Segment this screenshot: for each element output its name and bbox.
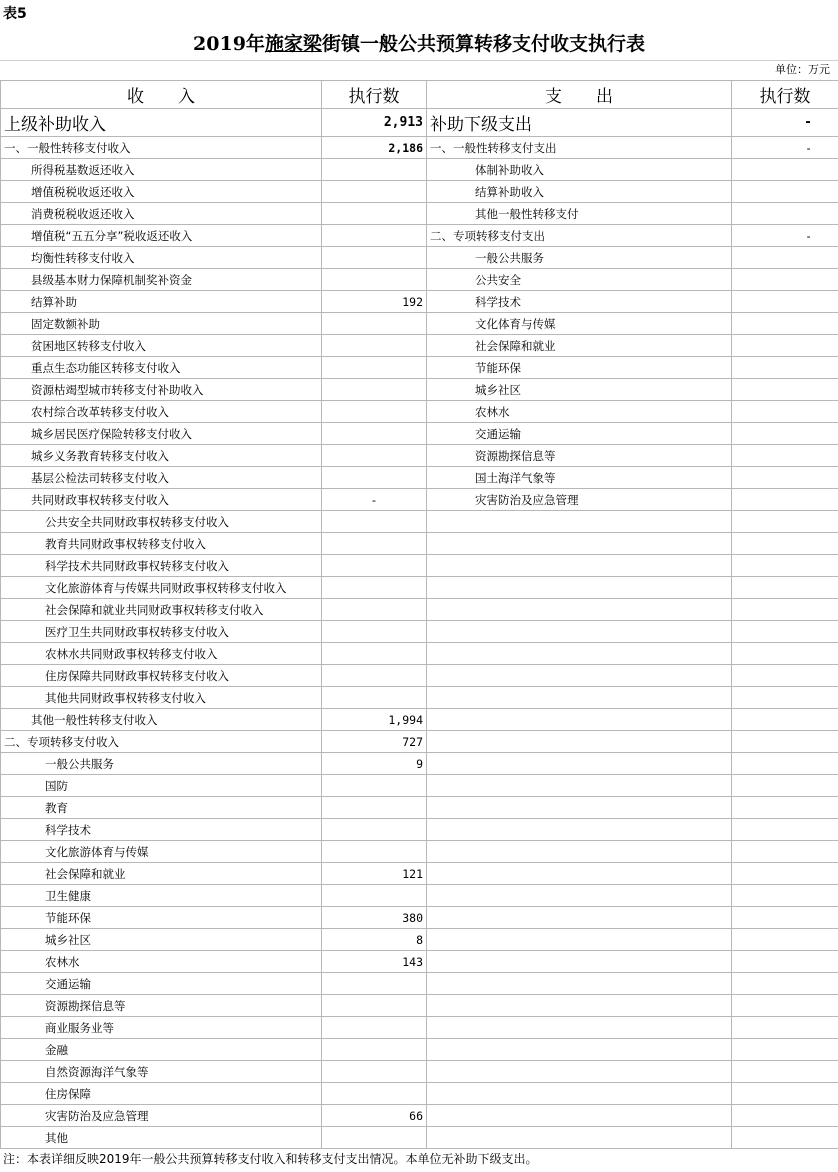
table-row — [1, 687, 838, 709]
title-year: 2019年 — [193, 33, 265, 55]
expense-amount-cell[interactable] — [732, 489, 838, 511]
table-row — [1, 109, 838, 137]
unit-label: 单位：万元 — [775, 63, 830, 76]
income-amount-cell[interactable] — [322, 1083, 427, 1105]
expense-item-cell[interactable] — [427, 511, 732, 533]
expense-item-cell[interactable]: 结算补助收入 — [427, 181, 732, 203]
table-row — [1, 753, 838, 775]
expense-item-cell[interactable] — [427, 973, 732, 995]
table-row — [1, 335, 838, 357]
table-row — [1, 269, 838, 291]
expense-item-cell[interactable] — [427, 863, 732, 885]
income-item-cell[interactable]: 商业服务业等 — [1, 1017, 322, 1039]
table-row — [1, 489, 838, 511]
income-amount-cell[interactable]: 66 — [322, 1105, 427, 1127]
expense-item-cell[interactable] — [427, 731, 732, 753]
income-amount-cell[interactable] — [322, 423, 427, 445]
income-amount-cell[interactable]: 380 — [322, 907, 427, 929]
expense-item-cell[interactable]: 文化体育与传媒 — [427, 313, 732, 335]
expense-item-cell[interactable]: 资源勘探信息等 — [427, 445, 732, 467]
income-amount-cell[interactable] — [322, 445, 427, 467]
income-amount-cell[interactable]: 727 — [322, 731, 427, 753]
table-row — [1, 225, 838, 247]
income-amount-cell[interactable]: 8 — [322, 929, 427, 951]
income-amount-cell[interactable] — [322, 687, 427, 709]
table-row — [1, 665, 838, 687]
table-row — [1, 203, 838, 225]
table-row — [1, 907, 838, 929]
income-item-cell[interactable]: 二、专项转移支付收入 — [1, 731, 322, 753]
income-item-cell[interactable]: 共同财政事权转移支付收入 — [1, 489, 322, 511]
income-amount-cell[interactable] — [322, 203, 427, 225]
income-item-cell[interactable]: 文化旅游体育与传媒 — [1, 841, 322, 863]
income-amount-cell[interactable] — [322, 599, 427, 621]
table-row — [1, 181, 838, 203]
income-amount-cell[interactable]: 2,913 — [322, 109, 427, 137]
title-suffix: 街镇一般公共预算转移支付收支执行表 — [321, 33, 645, 55]
income-item-cell[interactable]: 农林水 — [1, 951, 322, 973]
income-amount-cell[interactable] — [322, 247, 427, 269]
income-item-cell[interactable]: 县级基本财力保障机制奖补资金 — [1, 269, 322, 291]
income-amount-cell[interactable] — [322, 841, 427, 863]
income-item-cell[interactable]: 灾害防治及应急管理 — [1, 1105, 322, 1127]
table-row — [1, 247, 838, 269]
expense-amount-cell[interactable] — [732, 797, 838, 819]
income-item-cell[interactable]: 科学技术 — [1, 819, 322, 841]
income-item-cell[interactable]: 其他一般性转移支付收入 — [1, 709, 322, 731]
expense-amount-cell[interactable] — [732, 599, 838, 621]
page-title — [0, 26, 838, 62]
expense-amount-cell[interactable] — [732, 269, 838, 291]
table-row — [1, 1039, 838, 1061]
table-row — [1, 313, 838, 335]
expense-amount-cell[interactable] — [732, 577, 838, 599]
income-item-cell[interactable]: 城乡社区 — [1, 929, 322, 951]
expense-amount-cell[interactable] — [732, 973, 838, 995]
table-row — [1, 621, 838, 643]
income-amount-cell[interactable] — [322, 797, 427, 819]
expense-amount-cell[interactable] — [732, 951, 838, 973]
income-amount-cell[interactable] — [322, 775, 427, 797]
income-amount-cell[interactable]: - — [322, 489, 427, 511]
expense-amount-cell[interactable] — [732, 1017, 838, 1039]
expense-item-cell[interactable] — [427, 841, 732, 863]
income-item-cell[interactable]: 固定数额补助 — [1, 313, 322, 335]
expense-amount-cell[interactable] — [732, 379, 838, 401]
expense-amount-cell[interactable] — [732, 181, 838, 203]
budget-table — [0, 80, 838, 1149]
expense-amount-cell[interactable] — [732, 929, 838, 951]
expense-amount-cell[interactable] — [732, 1127, 838, 1149]
table-row — [1, 863, 838, 885]
expense-item-cell[interactable]: 一、一般性转移支付支出 — [427, 137, 732, 159]
expense-item-cell[interactable] — [427, 555, 732, 577]
expense-item-cell[interactable] — [427, 797, 732, 819]
expense-item-cell[interactable]: 灾害防治及应急管理 — [427, 489, 732, 511]
income-item-cell[interactable]: 医疗卫生共同财政事权转移支付收入 — [1, 621, 322, 643]
income-amount-cell[interactable]: 143 — [322, 951, 427, 973]
income-item-cell[interactable]: 结算补助 — [1, 291, 322, 313]
expense-item-cell[interactable] — [427, 1105, 732, 1127]
expense-item-cell[interactable] — [427, 1127, 732, 1149]
expense-item-cell[interactable] — [427, 1083, 732, 1105]
table-row — [1, 159, 838, 181]
expense-amount-cell[interactable] — [732, 423, 838, 445]
income-item-cell[interactable]: 城乡义务教育转移支付收入 — [1, 445, 322, 467]
income-item-cell[interactable]: 城乡居民医疗保险转移支付收入 — [1, 423, 322, 445]
income-item-cell[interactable]: 教育 — [1, 797, 322, 819]
income-amount-cell[interactable]: 1,994 — [322, 709, 427, 731]
expense-amount-cell[interactable] — [732, 709, 838, 731]
expense-amount-cell[interactable] — [732, 1083, 838, 1105]
income-item-cell[interactable]: 文化旅游体育与传媒共同财政事权转移支付收入 — [1, 577, 322, 599]
income-item-cell[interactable]: 所得税基数返还收入 — [1, 159, 322, 181]
expense-amount-cell[interactable] — [732, 885, 838, 907]
table-row — [1, 1061, 838, 1083]
table-row — [1, 1105, 838, 1127]
expense-item-cell[interactable] — [427, 533, 732, 555]
expense-item-cell[interactable]: 二、专项转移支付支出 — [427, 225, 732, 247]
expense-item-cell[interactable]: 科学技术 — [427, 291, 732, 313]
expense-amount-cell[interactable] — [732, 1039, 838, 1061]
expense-item-cell[interactable] — [427, 995, 732, 1017]
title-town: 施家梁 — [264, 33, 322, 55]
expense-amount-cell[interactable] — [732, 467, 838, 489]
expense-item-cell[interactable] — [427, 753, 732, 775]
income-item-cell[interactable]: 住房保障 — [1, 1083, 322, 1105]
expense-item-cell[interactable] — [427, 907, 732, 929]
expense-amount-cell[interactable] — [732, 247, 838, 269]
income-amount-cell[interactable] — [322, 643, 427, 665]
title-divider — [0, 60, 838, 61]
income-item-cell[interactable]: 重点生态功能区转移支付收入 — [1, 357, 322, 379]
table-row — [1, 1017, 838, 1039]
expense-amount-cell[interactable] — [732, 291, 838, 313]
income-item-cell[interactable]: 科学技术共同财政事权转移支付收入 — [1, 555, 322, 577]
expense-amount-cell[interactable] — [732, 511, 838, 533]
sheet-tag: 表5 — [3, 6, 27, 22]
income-item-cell[interactable]: 交通运输 — [1, 973, 322, 995]
income-item-cell[interactable]: 增值税税收返还收入 — [1, 181, 322, 203]
income-amount-cell[interactable] — [322, 401, 427, 423]
income-amount-cell[interactable] — [322, 885, 427, 907]
expense-item-cell[interactable]: 城乡社区 — [427, 379, 732, 401]
expense-amount-cell[interactable] — [732, 643, 838, 665]
income-amount-cell[interactable] — [322, 511, 427, 533]
expense-amount-cell[interactable] — [732, 1061, 838, 1083]
expense-amount-cell[interactable] — [732, 841, 838, 863]
income-item-cell[interactable]: 其他 — [1, 1127, 322, 1149]
table-row — [1, 929, 838, 951]
income-amount-cell[interactable] — [322, 379, 427, 401]
income-amount-cell[interactable] — [322, 335, 427, 357]
table-row — [1, 775, 838, 797]
expense-item-cell[interactable] — [427, 1061, 732, 1083]
header-income-amount[interactable]: 执行数 — [322, 81, 427, 109]
footnote: 注：本表详细反映2019年一般公共预算转移支付收入和转移支付支出情况。本单位无补助下级支出。 — [3, 1152, 538, 1166]
table-row — [1, 137, 838, 159]
expense-item-cell[interactable] — [427, 643, 732, 665]
income-item-cell[interactable]: 农村综合改革转移支付收入 — [1, 401, 322, 423]
table-row — [1, 291, 838, 313]
expense-item-cell[interactable]: 社会保障和就业 — [427, 335, 732, 357]
income-amount-cell[interactable]: 121 — [322, 863, 427, 885]
income-amount-cell[interactable] — [322, 995, 427, 1017]
table-row — [1, 951, 838, 973]
income-amount-cell[interactable] — [322, 1017, 427, 1039]
table-row — [1, 797, 838, 819]
expense-amount-cell[interactable] — [732, 357, 838, 379]
expense-item-cell[interactable] — [427, 709, 732, 731]
income-amount-cell[interactable] — [322, 577, 427, 599]
expense-item-cell[interactable]: 体制补助收入 — [427, 159, 732, 181]
expense-item-cell[interactable] — [427, 621, 732, 643]
expense-amount-cell[interactable] — [732, 819, 838, 841]
expense-amount-cell[interactable] — [732, 555, 838, 577]
income-item-cell[interactable]: 均衡性转移支付收入 — [1, 247, 322, 269]
income-item-cell[interactable]: 社会保障和就业共同财政事权转移支付收入 — [1, 599, 322, 621]
table-row — [1, 555, 838, 577]
expense-amount-cell[interactable]: - — [732, 109, 838, 137]
expense-amount-cell[interactable] — [732, 445, 838, 467]
income-amount-cell[interactable] — [322, 159, 427, 181]
expense-item-cell[interactable] — [427, 665, 732, 687]
income-amount-cell[interactable] — [322, 181, 427, 203]
table-header-row — [1, 81, 838, 109]
table-row — [1, 511, 838, 533]
income-amount-cell[interactable] — [322, 313, 427, 335]
income-amount-cell[interactable]: 2,186 — [322, 137, 427, 159]
income-amount-cell[interactable] — [322, 467, 427, 489]
income-item-cell[interactable]: 卫生健康 — [1, 885, 322, 907]
expense-item-cell[interactable]: 农林水 — [427, 401, 732, 423]
income-amount-cell[interactable]: 192 — [322, 291, 427, 313]
expense-item-cell[interactable] — [427, 1017, 732, 1039]
expense-item-cell[interactable] — [427, 775, 732, 797]
expense-item-cell[interactable] — [427, 819, 732, 841]
table-row — [1, 423, 838, 445]
income-amount-cell[interactable] — [322, 973, 427, 995]
expense-item-cell[interactable] — [427, 951, 732, 973]
income-item-cell[interactable]: 增值税“五五分享”税收返还收入 — [1, 225, 322, 247]
expense-item-cell[interactable] — [427, 687, 732, 709]
income-item-cell[interactable]: 一、一般性转移支付收入 — [1, 137, 322, 159]
expense-item-cell[interactable] — [427, 577, 732, 599]
income-amount-cell[interactable] — [322, 1039, 427, 1061]
expense-amount-cell[interactable] — [732, 687, 838, 709]
table-row — [1, 445, 838, 467]
income-amount-cell[interactable] — [322, 555, 427, 577]
income-amount-cell[interactable] — [322, 357, 427, 379]
income-amount-cell[interactable] — [322, 665, 427, 687]
expense-item-cell[interactable] — [427, 1039, 732, 1061]
table-row — [1, 467, 838, 489]
income-item-cell[interactable]: 农林水共同财政事权转移支付收入 — [1, 643, 322, 665]
table-row — [1, 1083, 838, 1105]
expense-amount-cell[interactable] — [732, 335, 838, 357]
expense-amount-cell[interactable] — [732, 621, 838, 643]
expense-amount-cell[interactable]: - — [732, 225, 838, 247]
income-amount-cell[interactable] — [322, 1127, 427, 1149]
table-row — [1, 643, 838, 665]
expense-amount-cell[interactable] — [732, 533, 838, 555]
header-expense[interactable]: 支 出 — [427, 81, 732, 109]
expense-item-cell[interactable] — [427, 885, 732, 907]
expense-amount-cell[interactable] — [732, 775, 838, 797]
income-amount-cell[interactable] — [322, 225, 427, 247]
income-item-cell[interactable]: 贫困地区转移支付收入 — [1, 335, 322, 357]
income-item-cell[interactable]: 住房保障共同财政事权转移支付收入 — [1, 665, 322, 687]
expense-item-cell[interactable]: 交通运输 — [427, 423, 732, 445]
table-row — [1, 401, 838, 423]
table-row — [1, 885, 838, 907]
income-item-cell[interactable]: 一般公共服务 — [1, 753, 322, 775]
expense-amount-cell[interactable] — [732, 159, 838, 181]
income-item-cell[interactable]: 基层公检法司转移支付收入 — [1, 467, 322, 489]
table-row — [1, 819, 838, 841]
expense-amount-cell[interactable] — [732, 907, 838, 929]
expense-item-cell[interactable]: 补助下级支出 — [427, 109, 732, 137]
income-item-cell[interactable]: 消费税税收返还收入 — [1, 203, 322, 225]
income-item-cell[interactable]: 其他共同财政事权转移支付收入 — [1, 687, 322, 709]
table-row — [1, 533, 838, 555]
expense-amount-cell[interactable]: - — [732, 137, 838, 159]
table-row — [1, 357, 838, 379]
table-row — [1, 995, 838, 1017]
income-amount-cell[interactable] — [322, 1061, 427, 1083]
expense-item-cell[interactable]: 公共安全 — [427, 269, 732, 291]
table-row — [1, 599, 838, 621]
income-item-cell[interactable]: 资源勘探信息等 — [1, 995, 322, 1017]
table-row — [1, 379, 838, 401]
expense-amount-cell[interactable] — [732, 731, 838, 753]
income-amount-cell[interactable] — [322, 621, 427, 643]
income-item-cell[interactable]: 上级补助收入 — [1, 109, 322, 137]
table-row — [1, 709, 838, 731]
income-item-cell[interactable]: 金融 — [1, 1039, 322, 1061]
income-item-cell[interactable]: 自然资源海洋气象等 — [1, 1061, 322, 1083]
income-item-cell[interactable]: 公共安全共同财政事权转移支付收入 — [1, 511, 322, 533]
expense-item-cell[interactable] — [427, 599, 732, 621]
table-row — [1, 1127, 838, 1149]
expense-amount-cell[interactable] — [732, 1105, 838, 1127]
expense-amount-cell[interactable] — [732, 313, 838, 335]
income-amount-cell[interactable] — [322, 819, 427, 841]
expense-amount-cell[interactable] — [732, 401, 838, 423]
expense-amount-cell[interactable] — [732, 665, 838, 687]
expense-amount-cell[interactable] — [732, 753, 838, 775]
expense-item-cell[interactable] — [427, 929, 732, 951]
expense-item-cell[interactable]: 其他一般性转移支付 — [427, 203, 732, 225]
table-row — [1, 731, 838, 753]
header-expense-amount[interactable]: 执行数 — [732, 81, 838, 109]
expense-amount-cell[interactable] — [732, 995, 838, 1017]
income-amount-cell[interactable]: 9 — [322, 753, 427, 775]
table-row — [1, 841, 838, 863]
table-row — [1, 577, 838, 599]
expense-amount-cell[interactable] — [732, 203, 838, 225]
income-item-cell[interactable]: 社会保障和就业 — [1, 863, 322, 885]
income-item-cell[interactable]: 国防 — [1, 775, 322, 797]
income-amount-cell[interactable] — [322, 269, 427, 291]
income-amount-cell[interactable] — [322, 533, 427, 555]
expense-item-cell[interactable]: 国土海洋气象等 — [427, 467, 732, 489]
table-row — [1, 973, 838, 995]
expense-item-cell[interactable]: 一般公共服务 — [427, 247, 732, 269]
expense-item-cell[interactable]: 节能环保 — [427, 357, 732, 379]
income-item-cell[interactable]: 教育共同财政事权转移支付收入 — [1, 533, 322, 555]
income-item-cell[interactable]: 资源枯竭型城市转移支付补助收入 — [1, 379, 322, 401]
header-income[interactable]: 收 入 — [1, 81, 322, 109]
expense-amount-cell[interactable] — [732, 863, 838, 885]
income-item-cell[interactable]: 节能环保 — [1, 907, 322, 929]
